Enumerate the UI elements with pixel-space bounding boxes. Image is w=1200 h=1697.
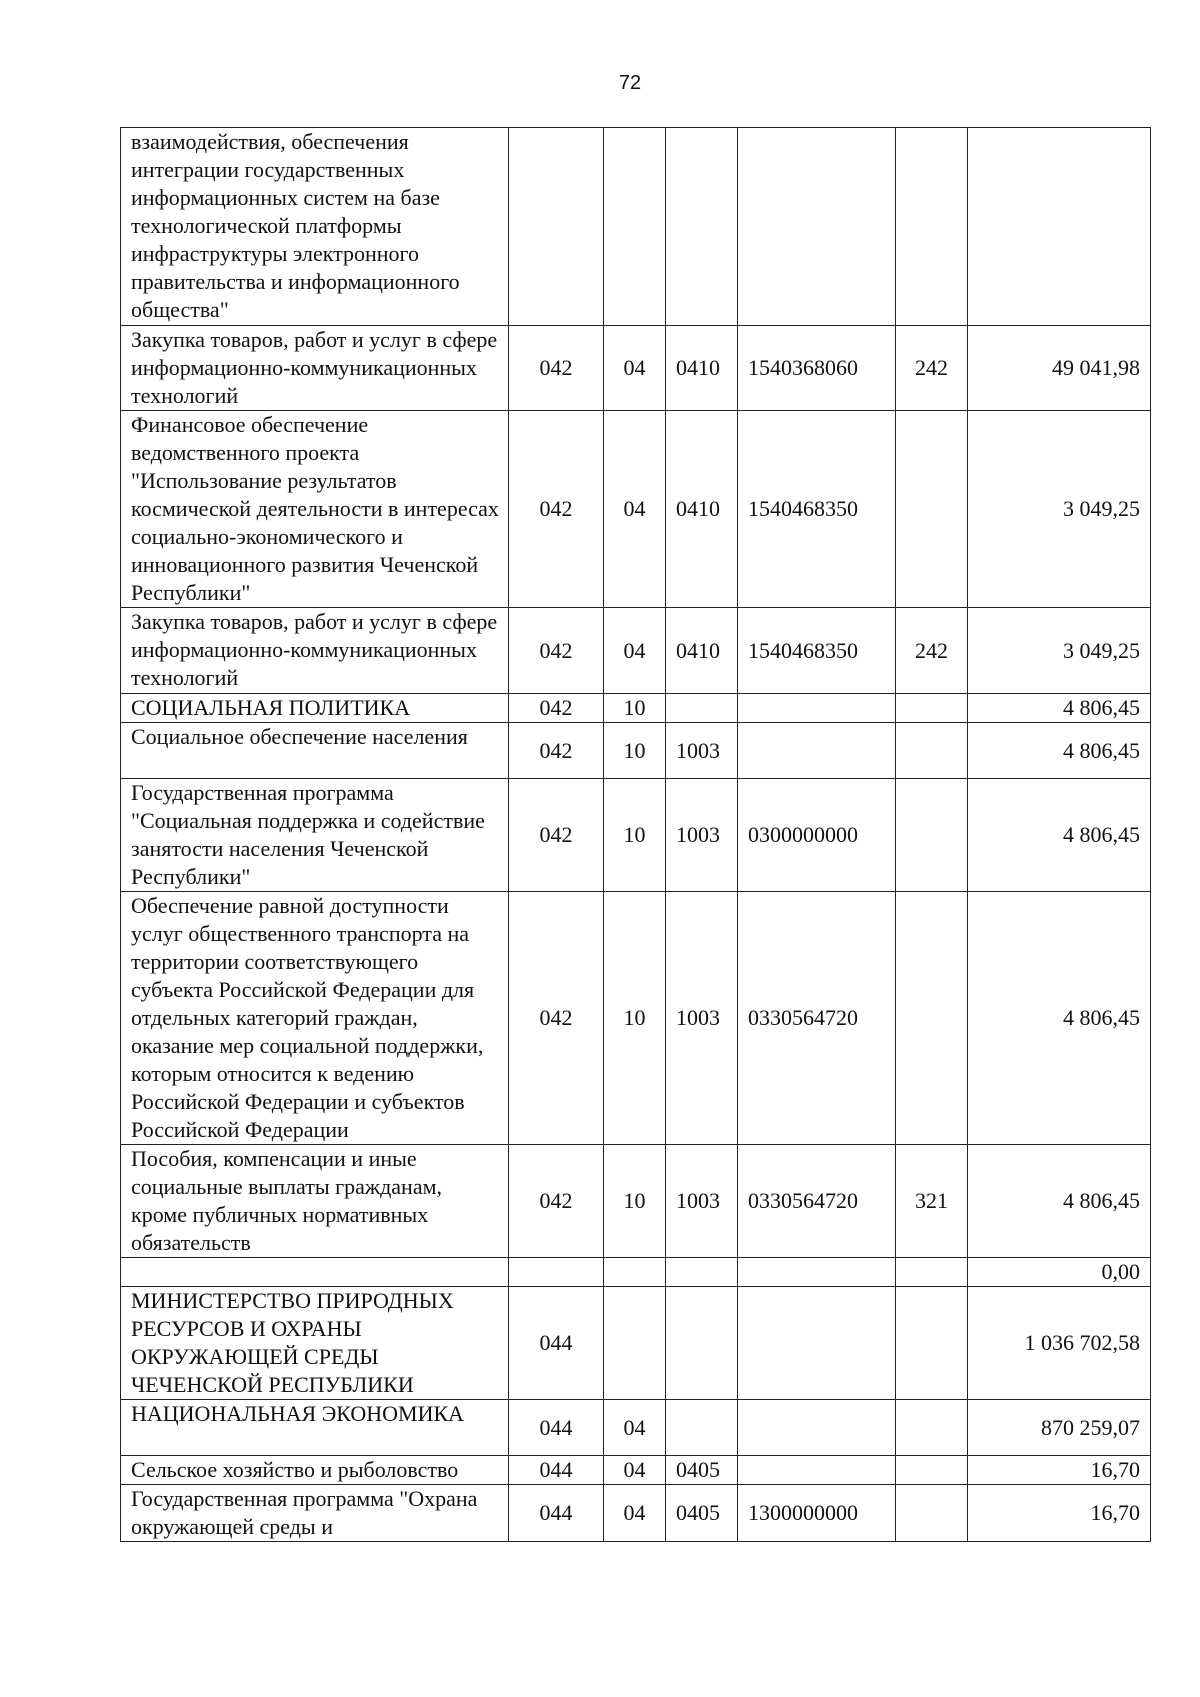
expense-type-code: 242 — [896, 608, 968, 694]
amount: 3 049,25 — [968, 411, 1151, 608]
section-code — [604, 1258, 666, 1287]
table-row — [121, 723, 1151, 779]
section-code: 04 — [604, 1485, 666, 1542]
subsection-code: 0410 — [666, 608, 738, 694]
section-code: 10 — [604, 1145, 666, 1258]
ved-code: 044 — [509, 1485, 604, 1542]
ved-code: 044 — [509, 1456, 604, 1485]
section-code: 04 — [604, 1456, 666, 1485]
row-name: взаимодействия, обеспечения интеграции государственных информационных систем на базе технологической платформы инфраструктуры электронного правительства и информационного общества" — [121, 128, 509, 326]
expense-type-code — [896, 1258, 968, 1287]
ved-code: 042 — [509, 1145, 604, 1258]
expense-type-code — [896, 1287, 968, 1400]
expense-type-code — [896, 892, 968, 1145]
amount: 4 806,45 — [968, 1145, 1151, 1258]
target-article-code — [738, 1287, 896, 1400]
subsection-code: 0405 — [666, 1485, 738, 1542]
ved-code: 042 — [509, 411, 604, 608]
amount: 0,00 — [968, 1258, 1151, 1287]
subsection-code: 0410 — [666, 411, 738, 608]
subsection-code — [666, 1287, 738, 1400]
target-article-code — [738, 128, 896, 326]
table-row — [121, 1400, 1151, 1456]
ved-code: 044 — [509, 1400, 604, 1456]
table-row — [121, 1145, 1151, 1258]
subsection-code: 0410 — [666, 326, 738, 411]
expense-type-code — [896, 411, 968, 608]
subsection-code: 1003 — [666, 892, 738, 1145]
row-name: СОЦИАЛЬНАЯ ПОЛИТИКА — [121, 694, 509, 723]
target-article-code — [738, 723, 896, 779]
budget-table — [120, 127, 1151, 1542]
amount: 3 049,25 — [968, 608, 1151, 694]
subsection-code: 1003 — [666, 779, 738, 892]
amount: 16,70 — [968, 1456, 1151, 1485]
row-name: Социальное обеспечение населения — [121, 723, 509, 779]
subsection-code: 1003 — [666, 723, 738, 779]
ved-code — [509, 128, 604, 326]
row-name: Сельское хозяйство и рыболовство — [121, 1456, 509, 1485]
expense-type-code: 321 — [896, 1145, 968, 1258]
target-article-code: 0330564720 — [738, 1145, 896, 1258]
table-row — [121, 1456, 1151, 1485]
ved-code: 044 — [509, 1287, 604, 1400]
row-name: Закупка товаров, работ и услуг в сфере информационно-коммуникационных технологий — [121, 608, 509, 694]
ved-code: 042 — [509, 608, 604, 694]
ved-code: 042 — [509, 779, 604, 892]
target-article-code: 1300000000 — [738, 1485, 896, 1542]
page-number: 72 — [618, 72, 642, 94]
subsection-code: 0405 — [666, 1456, 738, 1485]
expense-type-code — [896, 723, 968, 779]
target-article-code: 1540368060 — [738, 326, 896, 411]
ved-code: 042 — [509, 892, 604, 1145]
section-code: 04 — [604, 608, 666, 694]
subsection-code: 1003 — [666, 1145, 738, 1258]
section-code: 04 — [604, 1400, 666, 1456]
row-name: НАЦИОНАЛЬНАЯ ЭКОНОМИКА — [121, 1400, 509, 1456]
row-name — [121, 1258, 509, 1287]
table-row — [121, 1287, 1151, 1400]
row-name: МИНИСТЕРСТВО ПРИРОДНЫХ РЕСУРСОВ И ОХРАНЫ ОКРУЖАЮЩЕЙ СРЕДЫ ЧЕЧЕНСКОЙ РЕСПУБЛИКИ — [121, 1287, 509, 1400]
ved-code: 042 — [509, 694, 604, 723]
table-row — [121, 608, 1151, 694]
row-name: Финансовое обеспечение ведомственного проекта "Использование результатов космической деятельности в интересах социально-экономического и инновационного развития Чеченской Республики" — [121, 411, 509, 608]
table-row — [121, 892, 1151, 1145]
target-article-code — [738, 1400, 896, 1456]
amount: 4 806,45 — [968, 694, 1151, 723]
amount — [968, 128, 1151, 326]
amount: 1 036 702,58 — [968, 1287, 1151, 1400]
amount: 49 041,98 — [968, 326, 1151, 411]
target-article-code: 0300000000 — [738, 779, 896, 892]
row-name: Пособия, компенсации и иные социальные выплаты гражданам, кроме публичных нормативных обязательств — [121, 1145, 509, 1258]
table-row — [121, 411, 1151, 608]
section-code — [604, 1287, 666, 1400]
expense-type-code — [896, 1400, 968, 1456]
target-article-code — [738, 1258, 896, 1287]
table-row — [121, 779, 1151, 892]
amount: 4 806,45 — [968, 892, 1151, 1145]
ved-code: 042 — [509, 723, 604, 779]
subsection-code — [666, 1400, 738, 1456]
table-row — [121, 1258, 1151, 1287]
expense-type-code — [896, 1485, 968, 1542]
section-code: 04 — [604, 411, 666, 608]
row-name: Государственная программа "Социальная поддержка и содействие занятости населения Чеченской Республики" — [121, 779, 509, 892]
amount: 16,70 — [968, 1485, 1151, 1542]
ved-code — [509, 1258, 604, 1287]
target-article-code — [738, 1456, 896, 1485]
table-row — [121, 128, 1151, 326]
table-row — [121, 326, 1151, 411]
table-row — [121, 1485, 1151, 1542]
section-code: 10 — [604, 694, 666, 723]
expense-type-code — [896, 694, 968, 723]
section-code: 10 — [604, 779, 666, 892]
subsection-code — [666, 128, 738, 326]
expense-type-code — [896, 1456, 968, 1485]
section-code: 10 — [604, 892, 666, 1145]
section-code: 04 — [604, 326, 666, 411]
row-name: Государственная программа "Охрана окружающей среды и — [121, 1485, 509, 1542]
section-code: 10 — [604, 723, 666, 779]
row-name: Закупка товаров, работ и услуг в сфере информационно-коммуникационных технологий — [121, 326, 509, 411]
target-article-code — [738, 694, 896, 723]
expense-type-code — [896, 128, 968, 326]
row-name: Обеспечение равной доступности услуг общественного транспорта на территории соответствующего субъекта Российской Федерации для отдельных категорий граждан, оказание мер социальной поддержки, которым относится к ведению Российской Федерации и субъектов Российской Федерации — [121, 892, 509, 1145]
ved-code: 042 — [509, 326, 604, 411]
section-code — [604, 128, 666, 326]
subsection-code — [666, 694, 738, 723]
target-article-code: 1540468350 — [738, 411, 896, 608]
subsection-code — [666, 1258, 738, 1287]
expense-type-code: 242 — [896, 326, 968, 411]
target-article-code: 1540468350 — [738, 608, 896, 694]
target-article-code: 0330564720 — [738, 892, 896, 1145]
amount: 4 806,45 — [968, 723, 1151, 779]
amount: 4 806,45 — [968, 779, 1151, 892]
table-row — [121, 694, 1151, 723]
expense-type-code — [896, 779, 968, 892]
amount: 870 259,07 — [968, 1400, 1151, 1456]
